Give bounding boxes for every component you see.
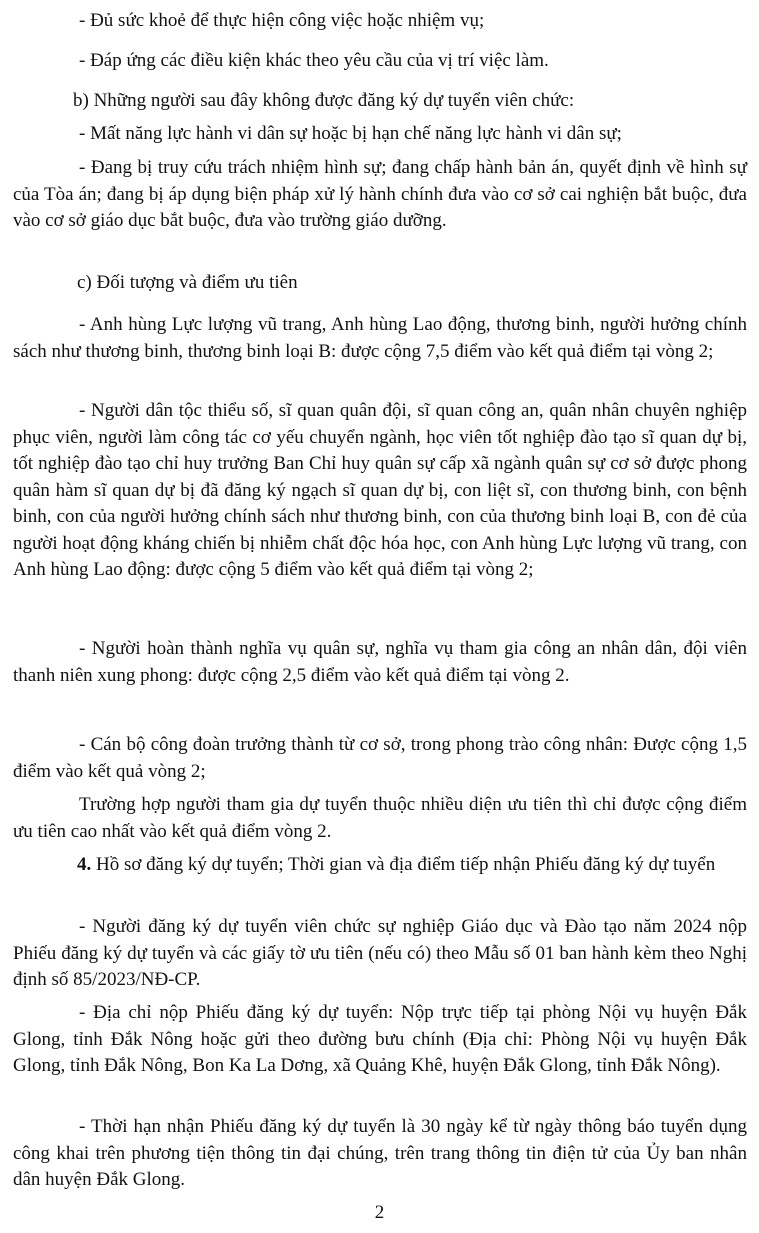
section-4-title: Hồ sơ đăng ký dự tuyển; Thời gian và địa điểm tiếp nhận Phiếu đăng ký dự tuyển [91, 854, 716, 875]
paragraph-c-heading: c) Đối tượng và điểm ưu tiên [77, 272, 298, 293]
page-number: 2 [374, 1202, 385, 1223]
paragraph-health: - Đủ sức khoẻ để thực hiện công việc hoặc nhiệm vụ; [79, 10, 485, 31]
paragraph-b-heading: b) Những người sau đây không được đăng ký dự tuyển viên chức: [73, 90, 575, 111]
paragraph-other-conditions: - Đáp ứng các điều kiện khác theo yêu cầu của vị trí việc làm. [79, 50, 549, 71]
paragraph-priority-military: - Người hoàn thành nghĩa vụ quân sự, nghĩa vụ tham gia công an nhân dân, đội viên thanh niên xung phong: được cộng 2,5 điểm vào kết quả điểm tại vòng 2. [13, 638, 747, 686]
section-4-number: 4. [77, 854, 92, 875]
paragraph-criminal: - Đang bị truy cứu trách nhiệm hình sự; đang chấp hành bản án, quyết định về hình sự của Tòa án; đang bị áp dụng biện pháp xử lý hành chính đưa vào cơ sở cai nghiện bắt buộc, đưa vào cơ sở giáo dục bắt buộc, đưa vào trường giáo dưỡng. [13, 157, 747, 231]
section-4-heading [13, 852, 747, 879]
paragraph-priority-ethnic: - Người dân tộc thiểu số, sĩ quan quân đội, sĩ quan công an, quân nhân chuyên nghiệp phục viên, người làm công tác cơ yếu chuyển ngành, học viên tốt nghiệp đào tạo sĩ quan dự bị, tốt nghiệp đào tạo chỉ huy trưởng Ban Chỉ huy quân sự cấp xã ngành quân sự cơ sở được phong quân hàm sĩ quan dự bị đã đăng ký ngạch sĩ quan dự bị, con liệt sĩ, con thương binh, con bệnh binh, con của người hưởng chính sách như thương binh, con của thương binh loại B, con đẻ của người hoạt động kháng chiến bị nhiễm chất độc hóa học, con Anh hùng Lực lượng vũ trang, con Anh hùng Lao động: được cộng 5 điểm vào kết quả điểm tại vòng 2; [13, 400, 747, 580]
paragraph-priority-heroes: - Anh hùng Lực lượng vũ trang, Anh hùng Lao động, thương binh, người hưởng chính sách như thương binh, thương binh loại B: được cộng 7,5 điểm vào kết quả điểm tại vòng 2; [13, 314, 747, 362]
paragraph-priority-union: - Cán bộ công đoàn trưởng thành từ cơ sở, trong phong trào công nhân: Được cộng 1,5 điểm vào kết quả vòng 2; [13, 734, 747, 782]
paragraph-multiple-priority: Trường hợp người tham gia dự tuyển thuộc nhiều diện ưu tiên thì chỉ được cộng điểm ưu tiên cao nhất vào kết quả điểm vòng 2. [13, 794, 747, 842]
paragraph-registration-form: - Người đăng ký dự tuyển viên chức sự nghiệp Giáo dục và Đào tạo năm 2024 nộp Phiếu đăng ký dự tuyển và các giấy tờ ưu tiên (nếu có) theo Mẫu số 01 ban hành kèm theo Nghị định số 85/2023/NĐ-CP. [13, 916, 747, 990]
paragraph-submission-address: - Địa chỉ nộp Phiếu đăng ký dự tuyển: Nộp trực tiếp tại phòng Nội vụ huyện Đắk Glong, tỉnh Đắk Nông hoặc gửi theo đường bưu chính (Địa chỉ: Phòng Nội vụ huyện Đắk Glong, tỉnh Đắk Nông, Bon Ka La Dơng, xã Quảng Khê, huyện Đắk Glong, tỉnh Đắk Nông). [13, 1002, 747, 1076]
paragraph-civil-capacity: - Mất năng lực hành vi dân sự hoặc bị hạn chế năng lực hành vi dân sự; [79, 123, 622, 144]
paragraph-deadline: - Thời hạn nhận Phiếu đăng ký dự tuyển là 30 ngày kể từ ngày thông báo tuyển dụng công khai trên phương tiện thông tin đại chúng, trên trang thông tin điện tử của Ủy ban nhân dân huyện Đắk Glong. [13, 1116, 747, 1190]
